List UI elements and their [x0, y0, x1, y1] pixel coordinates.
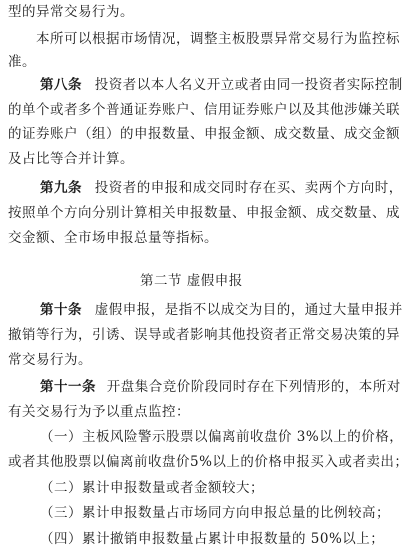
list-item-line [40, 428, 403, 446]
article-heading: 第八条 [40, 77, 82, 93]
line-text: 准。 [8, 54, 36, 70]
paragraph-line [8, 101, 400, 119]
paragraph-line [8, 150, 134, 168]
paragraph-line [8, 3, 134, 21]
line-text: 的单个或者多个普通证券账户、信用证券账户以及其他涉嫌关联 [8, 102, 400, 118]
line-text: 常交易行为。 [8, 352, 92, 368]
line-text: 按照单个方向分别计算相关申报数量、申报金额、成交数量、成 [8, 205, 400, 221]
line-text: 投资者的申报和成交同时存在买、卖两个方向时， [94, 180, 403, 196]
article-heading: 第九条 [40, 180, 82, 196]
section-heading-text: 第二节 虚假申报 [140, 273, 243, 289]
list-item-line [40, 504, 390, 522]
line-text: （三）累计申报数量占市场同方向申报总量的比例较高； [40, 505, 390, 521]
line-text: 或者其他股票以偏离前收盘价5%以上的价格申报买入或者卖出； [8, 454, 409, 470]
article-line [40, 179, 403, 197]
line-text: 撤销等行为，引诱、误导或者影响其他投资者正常交易决策的异 [8, 327, 400, 343]
paragraph-line [8, 125, 400, 143]
line-text: 型的异常交易行为。 [8, 4, 134, 20]
list-item-line [40, 530, 384, 548]
line-text: 交金额、全市场申报总量等指标。 [8, 230, 218, 246]
line-text: 开盘集合竞价阶段同时存在下列情形的，本所对 [106, 379, 401, 395]
paragraph-line [36, 30, 400, 48]
section-heading [140, 272, 243, 290]
article-line [40, 76, 403, 94]
paragraph-line [8, 326, 400, 344]
list-item-line [40, 479, 264, 497]
article-heading: 第十一条 [40, 379, 96, 395]
article-line [40, 301, 403, 319]
line-text: 投资者以本人名义开立或者由同一投资者实际控制 [94, 77, 403, 93]
article-heading: 第十条 [40, 302, 82, 318]
paragraph-line [8, 229, 218, 247]
line-text: 有关交易行为予以重点监控： [8, 404, 190, 420]
article-line [40, 378, 401, 396]
paragraph-line [8, 403, 190, 421]
line-text: 虚假申报，是指不以成交为目的，通过大量申报并 [94, 302, 403, 318]
line-text: （四）累计撤销申报数量占累计申报数量的 50%以上； [40, 531, 385, 547]
line-text: （二）累计申报数量或者金额较大； [40, 480, 264, 496]
paragraph-line [8, 351, 92, 369]
line-text: 本所可以根据市场情况，调整主板股票异常交易行为监控标 [36, 31, 400, 47]
paragraph-line [8, 53, 36, 71]
line-text: 及占比等合并计算。 [8, 151, 134, 167]
line-text: 的证券账户（组）的申报数量、申报金额、成交数量、成交金额 [8, 126, 400, 142]
paragraph-line [8, 204, 400, 222]
paragraph-line [8, 453, 408, 471]
line-text: （一）主板风险警示股票以偏离前收盘价 3%以上的价格， [40, 429, 404, 445]
